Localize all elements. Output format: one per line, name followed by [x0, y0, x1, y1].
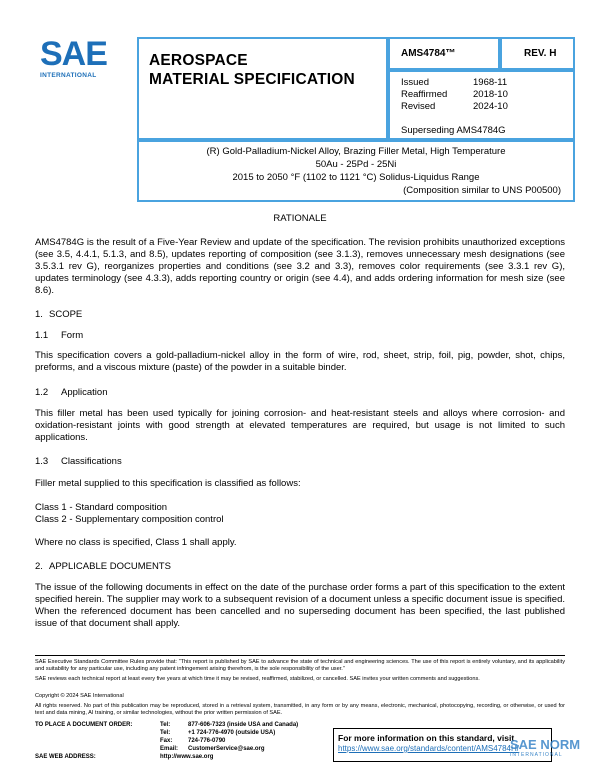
footer-rights: All rights reserved. No part of this publication may be reproduced, stored in a retrieval system, transmitted, in any form or by any means, electronic, mechanical, photocopying, recording, or otherwise, or used for text and data mining, AI training, or similar technologies, without the prior written permission of SAE.	[35, 703, 565, 716]
logo-text: SAE	[40, 35, 107, 73]
section-2-text: The issue of the following documents in effect on the date of the purchase order forms a part of this specification to the extent specified herein. The supplier may work to a subsequent revision of a document unless a specific document issue is specified. When the referenced document has been cancelled and no superseding document has been specified, the last published issue of that document shall apply.	[35, 582, 565, 629]
contact-row	[160, 729, 298, 737]
section-title: Application	[61, 387, 108, 398]
more-info-title: For more information on this standard, visit	[338, 733, 515, 743]
contact-list	[160, 721, 298, 753]
subject-line2: 50Au - 25Pd - 25Ni	[315, 159, 397, 170]
section-number: 1.1	[35, 330, 49, 341]
contact-value: +1 724-776-4970 (outside USA)	[188, 730, 276, 736]
spec-code: AMS4784™	[401, 48, 456, 59]
date-value: 2024-10	[473, 101, 508, 112]
section-1-2-text: This filler metal has been used typically for joining corrosion- and heat-resistant steels and alloys where corrosion- and oxidation-resistant joints with good strength at elevated temperatures are required, but usage is not limited to such applications.	[35, 408, 565, 443]
footer-rules: SAE Executive Standards Committee Rules provide that: “This report is published by SAE to advance the state of technical and engineering sciences. The use of this report is entirely voluntary, and its applicability and suitability for any particular use, including any patent infringement arising therefrom, is the sole responsibility of the user.”	[35, 659, 565, 672]
contact-row	[160, 737, 298, 745]
sae-logo	[40, 37, 120, 83]
subject-line4: (Composition similar to UNS P00500)	[403, 185, 561, 196]
section-1-3-text: Filler metal supplied to this specification is classified as follows:	[35, 478, 301, 489]
section-title: Classifications	[61, 456, 122, 467]
section-1-2-heading	[35, 387, 107, 398]
spec-title-line2: MATERIAL SPECIFICATION	[149, 71, 355, 88]
dates-box	[388, 70, 575, 140]
revision-box	[500, 37, 575, 70]
contact-key: Tel:	[160, 730, 171, 736]
contact-key: Fax:	[160, 738, 173, 744]
web-address-link[interactable]: http://www.sae.org	[160, 754, 214, 760]
date-label: Revised	[401, 101, 436, 112]
footer-copyright: Copyright © 2024 SAE International	[35, 693, 124, 699]
contact-key: Email:	[160, 746, 179, 752]
watermark-sub: INTERNATIONAL	[510, 752, 563, 758]
contact-value: CustomerService@sae.org	[188, 746, 265, 752]
subject-box	[137, 140, 575, 202]
date-issued	[401, 77, 507, 88]
contact-key: Tel:	[160, 722, 171, 728]
watermark: SAE NORM	[510, 737, 581, 752]
superseding: Superseding AMS4784G	[401, 125, 506, 136]
date-value: 2018-10	[473, 89, 508, 100]
contact-row	[160, 721, 298, 729]
section-number: 1.	[35, 309, 43, 320]
subject-line3: 2015 to 2050 °F (1102 to 1121 °C) Solidus-Liquidus Range	[232, 172, 480, 183]
section-number: 1.2	[35, 387, 49, 398]
footer-review: SAE reviews each technical report at least every five years at which time it may be revised, reaffirmed, stabilized, or cancelled. SAE invites your written comments and suggestions.	[35, 676, 480, 682]
class-1: Class 1 - Standard composition	[35, 502, 168, 513]
date-value: 1968-11	[473, 77, 508, 88]
section-number: 2.	[35, 561, 43, 572]
class-note: Where no class is specified, Class 1 shall apply.	[35, 537, 237, 548]
section-1-1-heading	[35, 330, 83, 341]
date-revised	[401, 101, 508, 112]
subject-line1: (R) Gold-Palladium-Nickel Alloy, Brazing Filler Metal, High Temperature	[206, 146, 506, 157]
section-1-3-heading	[35, 456, 122, 467]
class-2: Class 2 - Supplementary composition control	[35, 514, 224, 525]
rationale-heading: RATIONALE	[273, 213, 327, 224]
rationale-text: AMS4784G is the result of a Five-Year Review and update of the specification. The revision prohibits unauthorized exceptions (see 3.5, 4.4.1, 5.1.3, and 8.5), updates reporting of composition (see 3.1.3), removes unnecessary mesh designations (see 3.5.3.1 rev G), reorganizes properties and conditions (see 3.2 and 3.3), removes color requirements (see 3.3.1 rev G), updates terminology (see 4.3.3), adds reporting country or origin (see 4.4), and adds ordering information for mesh size (see 8.6).	[35, 237, 565, 296]
revision: REV. H	[524, 48, 557, 59]
section-title: Form	[61, 330, 84, 341]
section-1-1-text: This specification covers a gold-palladium-nickel alloy in the form of wire, rod, sheet, strip, foil, pig, powder, shot, chips, preforms, and a viscous mixture (paste) of the powder in a suitable binder.	[35, 350, 565, 373]
section-title: APPLICABLE DOCUMENTS	[49, 561, 171, 572]
section-number: 1.3	[35, 456, 49, 467]
contact-row	[160, 745, 298, 753]
date-label: Issued	[401, 77, 429, 88]
date-reaffirmed	[401, 89, 508, 100]
contact-value: 724-776-0790	[188, 738, 226, 744]
spec-code-box	[388, 37, 500, 70]
footer-divider	[35, 655, 565, 656]
spec-title-line1: AEROSPACE	[149, 52, 248, 69]
spec-title-box	[137, 37, 388, 140]
section-title: SCOPE	[49, 309, 83, 320]
date-label: Reaffirmed	[401, 89, 448, 100]
web-label: SAE WEB ADDRESS:	[35, 754, 96, 760]
logo-sub: INTERNATIONAL	[40, 72, 97, 79]
section-1-heading	[35, 309, 82, 320]
contact-value: 877-606-7323 (inside USA and Canada)	[188, 722, 299, 728]
spec-title	[149, 51, 355, 89]
order-label: TO PLACE A DOCUMENT ORDER:	[35, 722, 133, 728]
section-2-heading	[35, 561, 171, 572]
standard-url-link[interactable]: https://www.sae.org/standards/content/AMS4784H/	[338, 744, 519, 753]
